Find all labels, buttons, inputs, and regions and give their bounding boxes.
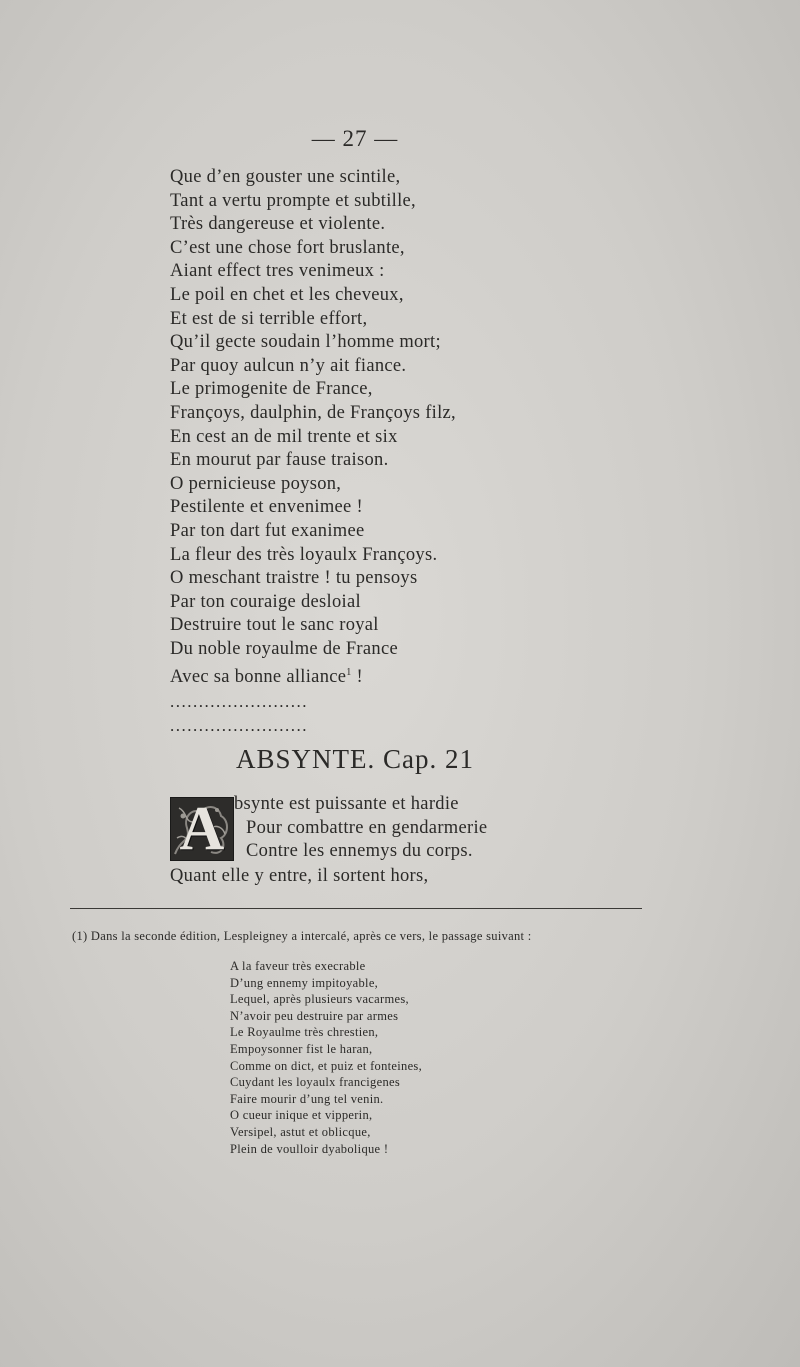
footnote-verse <box>230 958 422 1157</box>
footnote-verse-line: Comme on dict, et puiz et fonteines, <box>230 1058 423 1073</box>
verse-line: C’est une chose fort bruslante, <box>170 237 405 258</box>
verse-line-suffix: ! <box>351 667 363 688</box>
verse-line: Destruire tout le sanc royal <box>170 615 379 636</box>
verse-line: Contre les ennemys du corps. <box>246 841 473 862</box>
verse-block <box>170 166 456 737</box>
verse-line: Pour combattre en gendarmerie <box>246 817 488 838</box>
verse-line: Et est de si terrible effort, <box>170 308 368 329</box>
verse-line: Qu’il gecte soudain l’homme mort; <box>170 332 441 353</box>
verse-line: Que d’en gouster une scintile, <box>170 167 401 187</box>
verse-line: Quant elle y entre, il sortent hors, <box>170 866 429 886</box>
verse-line: Le primogenite de France, <box>170 379 373 400</box>
footnote-marker: 1 <box>346 667 352 679</box>
footnote-verse-line: Le Royaulme très chrestien, <box>230 1025 379 1040</box>
initial-lines <box>234 793 487 864</box>
footnote-verse-line: Empoysonner fist le haran, <box>230 1041 373 1056</box>
footnote-verse-line: Versipel, astut et oblicque, <box>230 1124 371 1139</box>
footnote-intro: (1) Dans la seconde édition, Lespleigney a intercalé, après ce vers, le passage suivant : <box>72 929 532 943</box>
verse-line: Par quoy aulcun n’y ait fiance. <box>170 355 407 376</box>
verse-line: La fleur des très loyaulx Françoys. <box>170 544 438 565</box>
footnote-verse-line: Lequel, après plusieurs vacarmes, <box>230 992 409 1007</box>
verse-line: Par ton dart fut exanimee <box>170 520 365 541</box>
footnote-verse-line: D’ung ennemy impitoyable, <box>230 975 379 990</box>
verse-line: Pestilente et envenimee ! <box>170 497 363 518</box>
verse-line: Du noble royaulme de France <box>170 638 398 659</box>
ornamental-drop-cap <box>170 797 234 861</box>
footnote <box>72 928 647 945</box>
verse-line: Aiant effect tres venimeux : <box>170 261 385 282</box>
footnote-verse-line: Faire mourir d’ung tel venin. <box>230 1091 384 1106</box>
footnote-verse-line: Cuydant les loyaulx francigenes <box>230 1075 401 1090</box>
verse-line: Tant a vertu prompte et subtille, <box>170 190 416 211</box>
verse-line-last <box>170 661 456 690</box>
footnote-separator <box>70 908 642 909</box>
footnote-verse-line: A la faveur très execrable <box>230 959 366 973</box>
verse-line: bsynte est puissante et hardie <box>234 794 459 814</box>
verse-line: Françoys, daulphin, de Françoys filz, <box>170 402 456 423</box>
ellipsis-line: ........................ <box>170 715 308 735</box>
ellipsis-line: ........................ <box>170 692 308 712</box>
verse-line: Très dangereuse et violente. <box>170 214 386 235</box>
verse-line-text: Avec sa bonne alliance <box>170 667 347 688</box>
drop-cap-letter: A <box>179 797 225 861</box>
footnote-verse-line: Plein de voulloir dyabolique ! <box>230 1141 389 1156</box>
verse-line: O meschant traistre ! tu pensoys <box>170 568 418 589</box>
verse-line: Le poil en chet et les cheveux, <box>170 284 404 305</box>
verse-line: En mourut par fause traison. <box>170 450 389 471</box>
footnote-verse-line: N’avoir peu destruire par armes <box>230 1008 399 1023</box>
footnote-verse-line: O cueur inique et vipperin, <box>230 1108 373 1123</box>
verse-line: Par ton couraige desloial <box>170 591 361 612</box>
verse-line: O pernicieuse poyson, <box>170 473 342 494</box>
chapter-heading: ABSYNTE. Cap. 21 <box>236 744 474 774</box>
verse-line: En cest an de mil trente et six <box>170 426 398 447</box>
page-number: — 27 — <box>311 126 399 151</box>
